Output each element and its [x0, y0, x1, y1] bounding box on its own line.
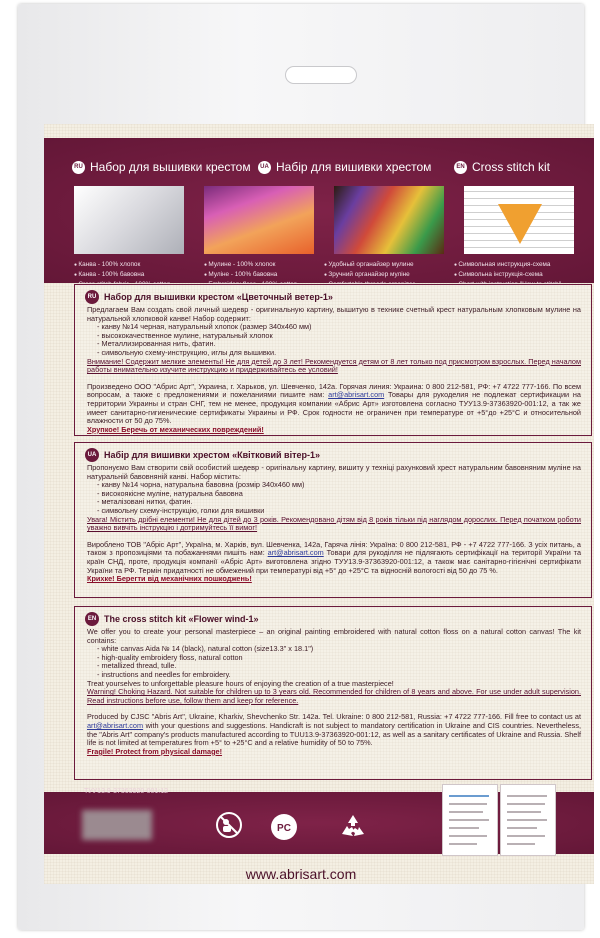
- feature-thumbnails: [74, 186, 584, 254]
- ua-producer-block: [87, 541, 581, 575]
- list-item: - символьную схему-инструкцию, иглы для вышивки.: [97, 347, 277, 357]
- ru-items: [87, 323, 581, 357]
- hang-hole: [285, 66, 357, 84]
- certificate-ua: [442, 784, 498, 856]
- list-item: - високоякісне мулiне, натуральна бавовна: [97, 488, 243, 498]
- section-en: [74, 606, 592, 780]
- ua-fragile: Крихке! Берегти від механічних пошкоджень!: [87, 574, 252, 584]
- list-item: - канву №14 чорна, натуральна бавовна (розмір 340х460 мм): [97, 480, 305, 490]
- header-ua: [258, 158, 431, 176]
- ua-email-link[interactable]: art@abrisart.com: [267, 548, 324, 558]
- en-intro: We offer you to create your personal masterpiece – an original painting embroidered with natural cotton floss on a natural cotton canvas! The kit contains:: [87, 627, 581, 645]
- ua-items: [87, 481, 581, 515]
- floss-image: [204, 186, 314, 254]
- header-ru: [72, 158, 251, 176]
- list-item: - канву №14 черная, натуральный хлопок (размер 340х460 мм): [97, 322, 312, 332]
- list-item: - high-quality embroidery floss, natural cotton: [97, 652, 243, 662]
- en-producer: Produced by CJSC "Abris Art", Ukraine, Kharkiv, Shevchenko Str. 142a. Tel. Ukraine: 0 800 212-581, Russia: +7 4722 777-166. Fill free to contact us at: [87, 712, 581, 722]
- feature-line: ● Мулине - 100% хлопок: [204, 260, 297, 270]
- product-card: [44, 124, 594, 884]
- feature-line: ● Удобный органайзер мулине: [324, 260, 415, 270]
- list-item: - Металлизированная нить, фатин.: [97, 339, 216, 349]
- ru-warning: Внимание! Содержит мелкие элементы! Не для детей до 3 лет! Рекомендуется детям от 8 лет только под присмотром взрослых. Перед началом работы внимательно изучите инструкцию и придерживайтесь ее условий!: [87, 356, 581, 375]
- top-banner: [44, 138, 594, 288]
- feature-line: ● Comfortable threads organizer: [324, 280, 415, 290]
- en-treat: Treat yourselves to unforgettable pleasure hours of enjoying the creation of a true masterpiece!: [87, 678, 394, 688]
- section-ru-title: [85, 290, 333, 304]
- en-badge: EN: [85, 612, 99, 626]
- ua-product-title: Набір для вишивки хрестом «Квітковий вітер-1»: [104, 450, 321, 460]
- ru-badge: RU: [72, 161, 85, 174]
- website-url[interactable]: www.abrisart.com: [245, 866, 357, 882]
- header-ru-title: Набор для вышивки крестом: [90, 160, 251, 174]
- ru-email-link[interactable]: art@abrisart.com: [328, 390, 385, 400]
- feature-line: ● Cross stitch fabric - 100% cotton: [74, 280, 170, 290]
- section-ua-title: [85, 448, 320, 462]
- en-product-title: The cross stitch kit «Flower wind-1»: [104, 614, 259, 624]
- list-item: - металізовані нитки, фатин.: [97, 497, 193, 507]
- list-item: - символьну схему-інструкцію, голки для вишивки: [97, 505, 265, 515]
- list-item: - высококачественное мулине, натуральный хлопок: [97, 330, 273, 340]
- feature-line: ● Символьная инструкция-схема: [454, 260, 561, 270]
- ua-badge: UA: [85, 448, 99, 462]
- section-en-title: [85, 612, 259, 626]
- ru-badge: RU: [85, 290, 99, 304]
- organizer-image: [334, 186, 444, 254]
- en-badge: EN: [454, 161, 467, 174]
- feature-line: ● Зручний органайзер мулiне: [324, 270, 415, 280]
- list-item: - metallized thread, tulle.: [97, 661, 177, 671]
- recycle-icon: [336, 810, 370, 844]
- ru-fragile: Хрупкое! Беречь от механических повреждений!: [87, 424, 264, 434]
- header-ua-title: Набір для вишивки хрестом: [276, 160, 432, 174]
- feature-line: ● Мулiне - 100% бавовна: [204, 270, 297, 280]
- en-email-link[interactable]: art@abrisart.com: [87, 720, 144, 730]
- en-fragile: Fragile! Protect from physical damage!: [87, 746, 223, 756]
- header-en-title: Cross stitch kit: [472, 160, 551, 174]
- ru-product-title: Набор для вышивки крестом «Цветочный ветер-1»: [104, 292, 333, 302]
- ru-intro: Предлагаем Вам создать свой личный шедевр - оригинальную картину, вышитую в технике счетный крест натуральным хлопковым мулине на натуральной хлопковой канве! Набор содержит:: [87, 305, 581, 323]
- ua-badge: UA: [258, 161, 271, 174]
- feature-line: ● Канва - 100% бавовна: [74, 270, 170, 280]
- section-ua-body: [87, 464, 581, 584]
- header-en: [454, 158, 550, 176]
- ua-warning: Увага! Містить дрібні елементи! Не для дітей до 3 років. Рекомендовано дітям від 8 років тільки під наглядом дорослих. Перед початком роботи уважно вивчіть інструкцію і дотримуйтесь її вимог!: [87, 514, 581, 533]
- en-producer2: with your questions and suggestions. Handicraft is not subject to mandatory certification in Ukraine and CIS countries. Nevertheless, the "Abris Art" company's products manufactured according to TUU13.9-37363920-001:12, as well as a sanitary certificates of Ukraine and Russia. Shelf life is not limited at temperatures from +5° to +25°C and a relative humidity of 50 to 75%.: [87, 720, 581, 748]
- en-items: [87, 645, 581, 679]
- certification-icon: [264, 810, 304, 844]
- section-ru: [74, 284, 592, 436]
- packaging-bag: [18, 4, 584, 930]
- ua-producer: Виробленo ТОВ "Абріс Арт", Україна, м. Харків, вул. Шевченка, 142а, Гаряча лінія: Україна: 0 800 212-581, РФ - +7 4722 777-166. З усіх питань, а також з пропозиціями та побажаннями пишіть нам:: [87, 539, 581, 558]
- list-item: - white canvas Aida № 14 (black), natural cotton (size13.3" x 18.1"): [97, 644, 314, 654]
- svg-text:PC: PC: [277, 823, 291, 834]
- chart-image: [464, 186, 574, 254]
- ua-intro: Пропонуємо Вам створити свій особистий шедевр - оригінальну картину, вишиту у техніці рахунковий хрест натуральним бавовняним мулiне на натуральній бавовняній канві. Набор містить:: [87, 463, 581, 481]
- ru-producer: Произведено ООО "Абрис Арт", Украина, г. Харьков, ул. Шевченко, 142а. Горячая линия: Украина: 0 800 212-581, РФ: +7 4722 777-166. По всем вопросам, а также с предложениями и пожеланиями пишите нам:: [87, 381, 581, 400]
- section-ua: [74, 442, 592, 598]
- list-item: - instructions and needles for embroidery.: [97, 669, 231, 679]
- en-warning: Warning! Choking Hazard. Not suitable for children up to 3 years old. Recommended for children of 8 years and above. For use under adult supervision. Read instructions before use, follow them and keep for reference.: [87, 687, 581, 705]
- fabric-image: [74, 186, 184, 254]
- feature-line: ● Канва - 100% хлопок: [74, 260, 170, 270]
- section-ru-body: [87, 306, 581, 434]
- en-producer-block: [87, 713, 581, 747]
- feature-line: ● Chart with instruction "How to stitch": [454, 280, 561, 290]
- certificate-ru: [500, 784, 556, 856]
- section-en-body: [87, 628, 581, 756]
- feature-line: ● Символьна iнструкцiя-схема: [454, 270, 561, 280]
- ru-producer2: Товары для рукоделия не подлежат сертификации на территории Украины и стран СНГ, тем не менее, продукция компании «Абрис Арт» изготовлена согласно ТУУ13.9-37363920-001:12, а так же имеет санитарно-гигиенические сертификаты Украины и РФ. Срок годности не ограничен при температуре от +5°до +25°С и относительной влажности от 50 до 75%.: [87, 390, 581, 426]
- ru-producer-block: [87, 383, 581, 426]
- feature-line: ● Embroidery floss - 100% cotton: [204, 280, 297, 290]
- barcode-number: ТУУ13.9-37363920-001:12: [84, 788, 169, 795]
- age-warning-icon: [214, 810, 244, 840]
- ua-producer2: Товари для рукоділля не підлягають сертифікації на території України та країн СНД, проте, продукція компанії «Абріс Арт» виготовлена згідно ТУУ13.9-37363920-001:12, а також має санітарно-гігієнічні сертифікати України та РФ. Термін придатності не обмежений при температурі від +5° до +25°С та відносній вологості від 50 до 75 %.: [87, 548, 582, 575]
